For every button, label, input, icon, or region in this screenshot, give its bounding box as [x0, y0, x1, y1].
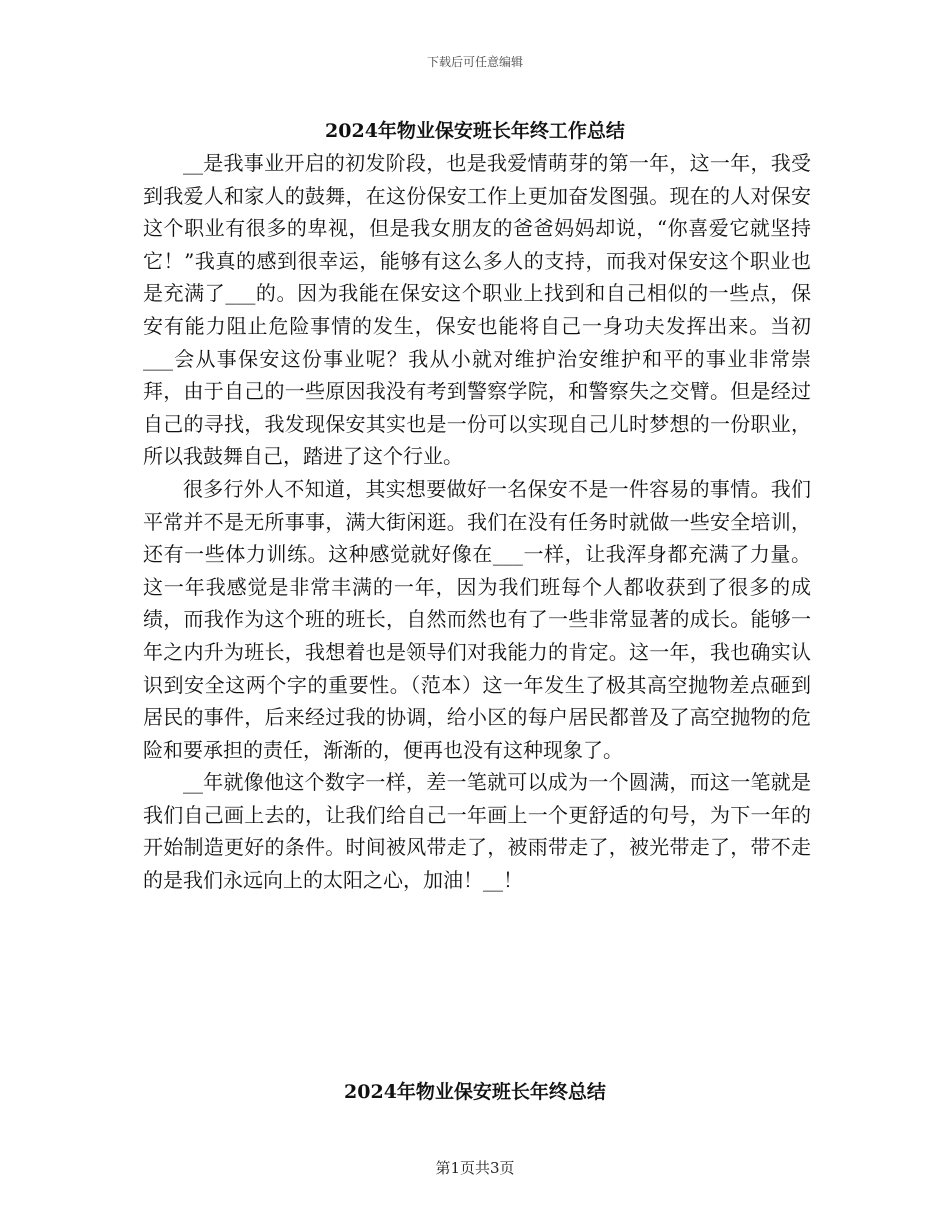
paragraph-2: 很多行外人不知道，其实想要做好一名保安不是一件容易的事情。我们平常并不是无所事事，满大街闲逛。我们在没有任务时就做一些安全培训，还有一些体力训练。这种感觉就好像在___一样，让我浑身都充满了力量。这一年我感觉是非常丰满的一年，因为我们班每个人都收获到了很多的成绩，而我作为这个班的班长，自然而然也有了一些非常显著的成长。能够一年之内升为班长，我想着也是领导们对我能力的肯定。这一年，我也确实认识到安全这两个字的重要性。（范本）这一年发生了极其高空抛物差点砸到居民的事件，后来经过我的协调，给小区的每户居民都普及了高空抛物的危险和要承担的责任，渐渐的，便再也没有这种现象了。 [143, 476, 811, 762]
document-body [143, 147, 811, 897]
page-footer: 第1页共3页 [435, 1159, 515, 1177]
paragraph-1: __是我事业开启的初发阶段，也是我爱情萌芽的第一年，这一年，我受到我爱人和家人的鼓舞，在这份保安工作上更加奋发图强。现在的人对保安这个职业有很多的卑视，但是我女朋友的爸爸妈妈却说，“你喜爱它就坚持它！”我真的感到很幸运，能够有这么多人的支持，而我对保安这个职业也是充满了___的。因为我能在保安这个职业上找到和自己相似的一些点，保安有能力阻止危险事情的发生，保安也能将自己一身功夫发挥出来。当初___会从事保安这份事业呢？我从小就对维护治安维护和平的事业非常崇拜，由于自己的一些原因我没有考到警察学院，和警察失之交臂。但是经过自己的寻找，我发现保安其实也是一份可以实现自己儿时梦想的一份职业，所以我鼓舞自己，踏进了这个行业。 [143, 151, 811, 469]
document-title: 2024年物业保安班长年终工作总结 [325, 120, 625, 142]
paragraph-3: __年就像他这个数字一样，差一笔就可以成为一个圆满，而这一笔就是我们自己画上去的，让我们给自己一年画上一个更舒适的句号，为下一年的开始制造更好的条件。时间被风带走了，被雨带走了，被光带走了，带不走的是我们永远向上的太阳之心，加油！__！ [143, 770, 811, 893]
second-section-title: 2024年物业保安班长年终总结 [344, 1081, 606, 1103]
header-note: 下载后可任意编辑 [426, 55, 523, 69]
